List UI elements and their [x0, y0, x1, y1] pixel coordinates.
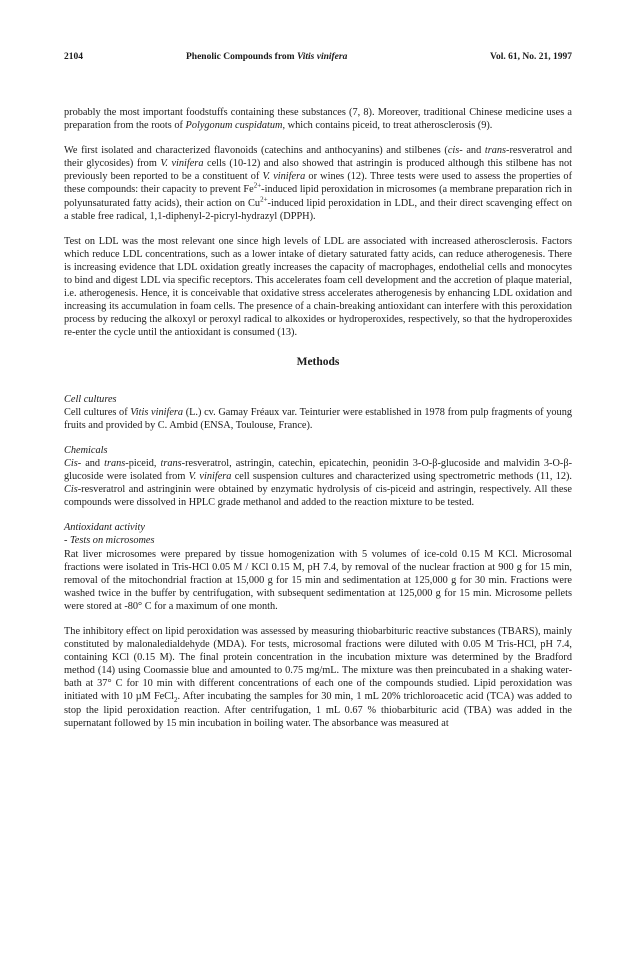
superscript: 2+: [260, 195, 268, 204]
text: probably the most important foodstuffs containing these substances (7, 8). Moreover, traditional Chinese medicine uses a preparation from the roots of: [64, 107, 572, 132]
paragraph-cell-cultures: [64, 406, 572, 432]
text: and: [81, 457, 105, 469]
subscript: 2: [173, 696, 178, 705]
italic-term: trans: [484, 145, 507, 157]
text: -resveratrol, astringin, catechin, epicatechin, peonidin 3-O-β-glucoside and malvidin 3-O-β-glucoside were isolated from: [64, 457, 572, 483]
section-antioxidant-activity: [64, 521, 572, 729]
species-name: Polygonum cuspidatum: [185, 120, 283, 132]
paragraph-ldl: Test on LDL was the most relevant one since high levels of LDL are associated with increased atherosclerosis. Factors which reduce LDL concentrations, such as a lower intake of dietary saturated fatty acids, can reduce atherogenesis. There is increasing evidence that LDL oxidation greatly increases the capacity of macrophages, endothelial cells and monocytes to bind and digest LDL via specific receptors. This accelerates foam cell development and the accretion of plaque material, i.e. atherogenesis. Hence, it is conceivable that oxidative stress accelerates atherogenesis by enhancing LDL oxidation and increasing its accumulation in foam cells. The presence of a chain-breaking antioxidant can interfere with this peroxidation process by reducing the alkoxyl or peroxyl radical to alkoxides or hydroperoxides, respectively, so that the hydroperoxides re-enter the cycle until the antioxidant is consumed (13).: [64, 235, 572, 339]
italic-term: trans: [160, 457, 182, 469]
species-name: V. vinifera: [262, 171, 306, 183]
text: -piceid,: [125, 457, 161, 469]
section-heading-methods: Methods: [296, 355, 340, 368]
subheading-antioxidant-activity: Antioxidant activity: [64, 522, 145, 534]
text: -induced lipid peroxidation in microsomes (a membrane preparation rich in polyunsaturated fatty acids), their action on Cu: [64, 184, 572, 209]
paragraph-microsome-prep: Rat liver microsomes were prepared by tissue homogenization with 5 volumes of ice-cold 0.15 M KCl. Microsomal fractions were isolated in Tris-HCl 0.05 M / KCl 0.15 M, pH 7.4, by removal of the nuclear fraction at 900 g for 15 min, removal of the mitochondrial fraction at 15,000 g for 15 min and sedimentation at 125,000 g for 30 min. Fractions were washed twice in the buffer by centrifugation, with subsequent sedimentation at 125,000 g for 15 min. Microsome pellets were stored at -80° C for a maximum of one month.: [64, 548, 572, 612]
subheading-chemicals: Chemicals: [64, 444, 108, 456]
paragraph-isolation: [64, 144, 572, 223]
text: (L.) cv. Gamay Fréaux var. Teinturier were established in 1978 from pulp fragments of young fruits and provided by C. Ambid (ENSA, Toulouse, France).: [64, 406, 572, 431]
paragraph-intro-continued: [64, 106, 572, 132]
running-title-species: Vitis vinifera: [296, 52, 348, 62]
subheading-tests-on-microsomes: - Tests on microsomes: [64, 535, 155, 547]
running-title-prefix: Phenolic Compounds from: [186, 52, 297, 62]
section-cell-cultures: [64, 393, 572, 432]
text: We first isolated and characterized flavonoids (catechins and anthocyanins) and stilbenes (: [64, 145, 448, 157]
page-number: 2104: [64, 52, 83, 62]
article-body: [64, 106, 572, 742]
paragraph-tbars-assay: [64, 625, 572, 730]
italic-term: Cis: [64, 484, 78, 496]
species-name: V. vinifera: [160, 158, 204, 170]
species-name: V. vinifera: [188, 471, 232, 483]
running-header: [64, 52, 572, 68]
paragraph-chemicals: [64, 457, 572, 509]
text: -resveratrol and astringinin were obtained by enzymatic hydrolysis of cis-piceid and astringin, respectively. All these compounds were dissolved in HPLC grade methanol and added to the reaction mixture to be tested.: [64, 484, 572, 509]
italic-term: trans: [104, 457, 126, 469]
text: and: [462, 145, 485, 157]
text: or wines (12). Three tests were used to assess the properties of these compounds: their capacity to prevent Fe: [64, 171, 572, 196]
running-title: [186, 52, 347, 62]
species-name: Vitis vinifera: [130, 406, 184, 418]
text: -induced lipid peroxidation in LDL, and their direct scavenging effect on a stable free radical, 1,1-diphenyl-2-picryl-hydrazyl (DPPH).: [64, 197, 572, 222]
italic-term: cis-: [447, 145, 463, 157]
text: , which contains piceid, to treat atherosclerosis (9).: [282, 120, 493, 132]
text: cells (10-12) and also showed that astringin is produced although this stilbene has not previously been reported to be a constituent of: [64, 158, 572, 183]
text: cell suspension cultures and characterized using spectrometric methods (11, 12).: [231, 471, 573, 483]
text: The inhibitory effect on lipid peroxidation was assessed by measuring thiobarbituric reactive substances (TBARS), mainly constituted by malonaledialdehyde (MDA). For tests, microsomal fractions were diluted with 0.05 M Tris-HCl, pH 7.4, containing KCl (0.15 M). The final protein concentration in the incubation mixture was determined by the Bradford method (14) using Coomassie blue and amounted to 0.75 mg/mL. The mixture was then preincubated in a shaking water-bath at 37° C for 10 min with different concentrations of each one of the compounds studied. Lipid peroxidation was initiated with 10 µM FeCl: [64, 626, 572, 703]
subheading-cell-cultures: Cell cultures: [64, 393, 117, 405]
text: -resveratrol and their glycosides) from: [64, 145, 572, 170]
superscript: 2+: [253, 182, 262, 191]
text: Cell cultures of: [64, 406, 131, 418]
italic-term: Cis-: [64, 457, 82, 469]
text: . After incubating the samples for 30 min, 1 mL 20% trichloroacetic acid (TCA) was added to stop the lipid peroxidation reaction. After centrifugation, 1 mL 0.67 % thiobarbituric acid (TBA) was added in the supernatant followed by 15 min incubation in boiling water. The absorbance was measured at: [64, 691, 572, 729]
volume-info: Vol. 61, No. 21, 1997: [490, 52, 572, 62]
section-chemicals: [64, 444, 572, 509]
